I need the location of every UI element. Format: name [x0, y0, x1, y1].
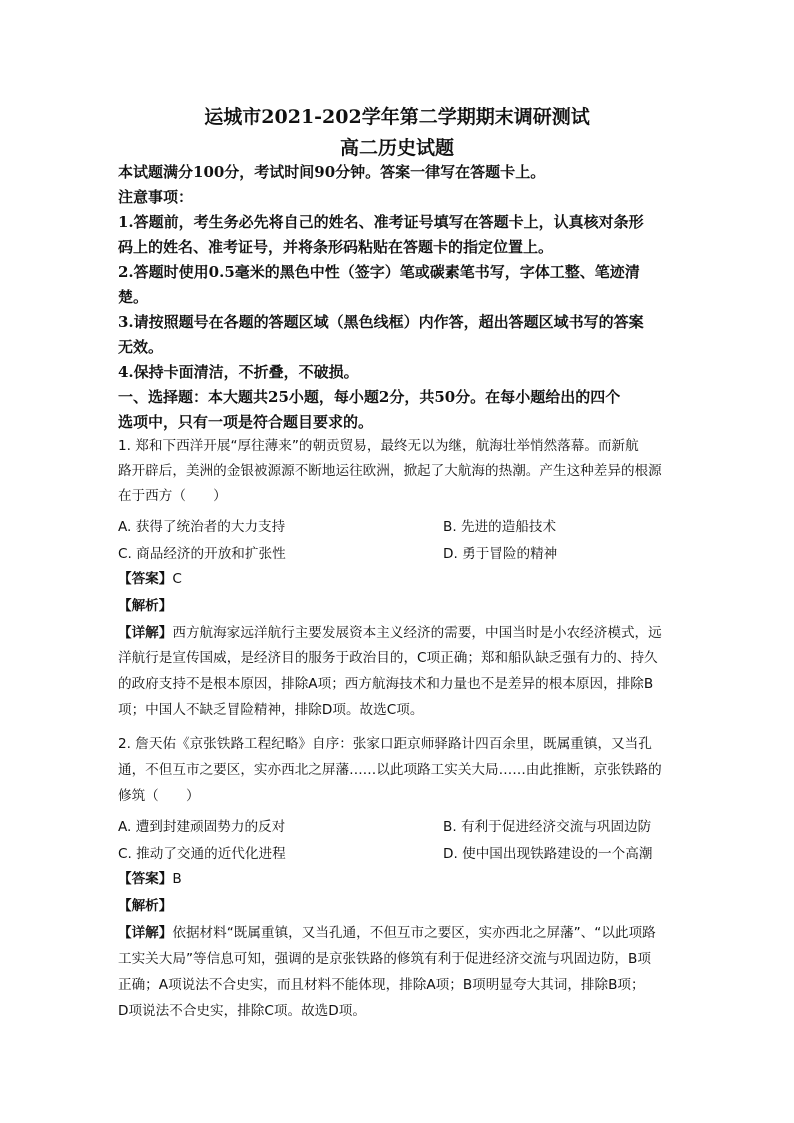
answer-value: B	[172, 871, 182, 887]
notice-line: 3.请按照题号在各题的答题区域（黑色线框）内作答，超出答题区域书写的答案	[118, 313, 644, 331]
q2-stem-line: 通，不但互市之要区，实亦西北之屏藩……以此项路工实关大局……由此推断，京张铁路的	[118, 762, 662, 778]
answer-tag: 【答案】	[118, 571, 173, 587]
section-heading: 一、选择题：本大题共25小题，每小题2分，共50分。在每小题给出的四个	[118, 388, 621, 406]
analysis-tag: 【解析】	[118, 598, 173, 614]
q1-answer	[118, 567, 688, 592]
q1-option-d: D. 勇于冒险的精神	[443, 546, 558, 562]
q1-stem-line: 路开辟后，美洲的金银被源源不断地运往欧洲，掀起了大航海的热潮。产生这种差异的根源	[118, 463, 662, 479]
q1-detail-line: 的政府支持不是根本原因，排除A项；西方航海技术和力量也不是差异的根本原因，排除B	[118, 676, 654, 692]
q1-option-a: A. 获得了统治者的大力支持	[118, 519, 286, 535]
q1-stem-line: 1. 郑和下西洋开展“厚往薄来”的朝贡贸易，最终无以为继，航海壮举悄然落幕。而新航	[118, 438, 639, 454]
q2-option-d: D. 使中国出现铁路建设的一个高潮	[443, 846, 653, 862]
detail-tag: 【详解】	[118, 625, 173, 641]
q1-option-b: B. 先进的造船技术	[443, 519, 557, 535]
q2-detail-line: 工实关大局”等信息可知，强调的是京张铁路的修筑有利于促进经济交流与巩固边防，B项	[118, 951, 651, 967]
q2-option-b: B. 有利于促进经济交流与巩固边防	[443, 819, 652, 835]
q2-stem-line: 2. 詹天佑《京张铁路工程纪略》自序：张家口距京师驿路计四百余里，既属重镇，又当孔	[118, 736, 652, 752]
q2-answer	[118, 867, 688, 892]
q2-option-a: A. 遭到封建顽固势力的反对	[118, 819, 286, 835]
answer-value: C	[172, 571, 182, 587]
q1-detail-line: 洋航行是宣传国威，是经济目的服务于政治目的，C项正确；郑和船队缺乏强有力的、持久	[118, 650, 658, 666]
notice-line: 楚。	[118, 288, 149, 306]
q1-detail-line	[118, 621, 688, 646]
notice-line: 4.保持卡面清洁，不折叠，不破损。	[118, 363, 359, 381]
exam-subtitle: 高二历史试题	[339, 137, 454, 159]
notice-line: 无效。	[118, 338, 164, 356]
detail-tag: 【详解】	[118, 925, 173, 941]
q1-option-c: C. 商品经济的开放和扩张性	[118, 546, 286, 562]
q1-analysis	[118, 594, 688, 619]
intro-line: 本试题满分100分，考试时间90分钟。答案一律写在答题卡上。	[118, 163, 546, 181]
analysis-tag: 【解析】	[118, 898, 173, 914]
notice-line: 码上的姓名、准考证号，并将条形码粘贴在答题卡的指定位置上。	[118, 238, 554, 256]
answer-tag: 【答案】	[118, 871, 173, 887]
detail-text: 西方航海家远洋航行主要发展资本主义经济的需要，中国当时是小农经济模式，远	[172, 625, 662, 641]
exam-title: 运城市2021-202学年第二学期期末调研测试	[204, 106, 590, 128]
q2-detail-line: D项说法不合史实，排除C项。故选D项。	[118, 1003, 366, 1019]
q1-detail-line: 项；中国人不缺乏冒险精神，排除D项。故选C项。	[118, 702, 424, 718]
q1-stem-line: 在于西方（ ）	[118, 488, 227, 504]
notice-line: 1.答题前，考生务必先将自己的姓名、准考证号填写在答题卡上，认真核对条形	[118, 213, 644, 231]
section-heading: 选项中，只有一项是符合题目要求的。	[118, 413, 374, 431]
q2-detail-line	[118, 921, 688, 946]
q2-detail-line: 正确；A项说法不合史实，而且材料不能体现，排除A项；B项明显夸大其词，排除B项；	[118, 977, 645, 993]
detail-text: 依据材料“既属重镇，又当孔通，不但互市之要区，实亦西北之屏藩”、“以此项路	[172, 925, 656, 941]
notice-title: 注意事项：	[118, 188, 194, 206]
q2-stem-line: 修筑（ ）	[118, 788, 200, 804]
q2-option-c: C. 推动了交通的近代化进程	[118, 846, 286, 862]
q2-analysis	[118, 894, 688, 919]
notice-line: 2.答题时使用0.5毫米的黑色中性（签字）笔或碳素笔书写，字体工整、笔迹清	[118, 263, 640, 281]
